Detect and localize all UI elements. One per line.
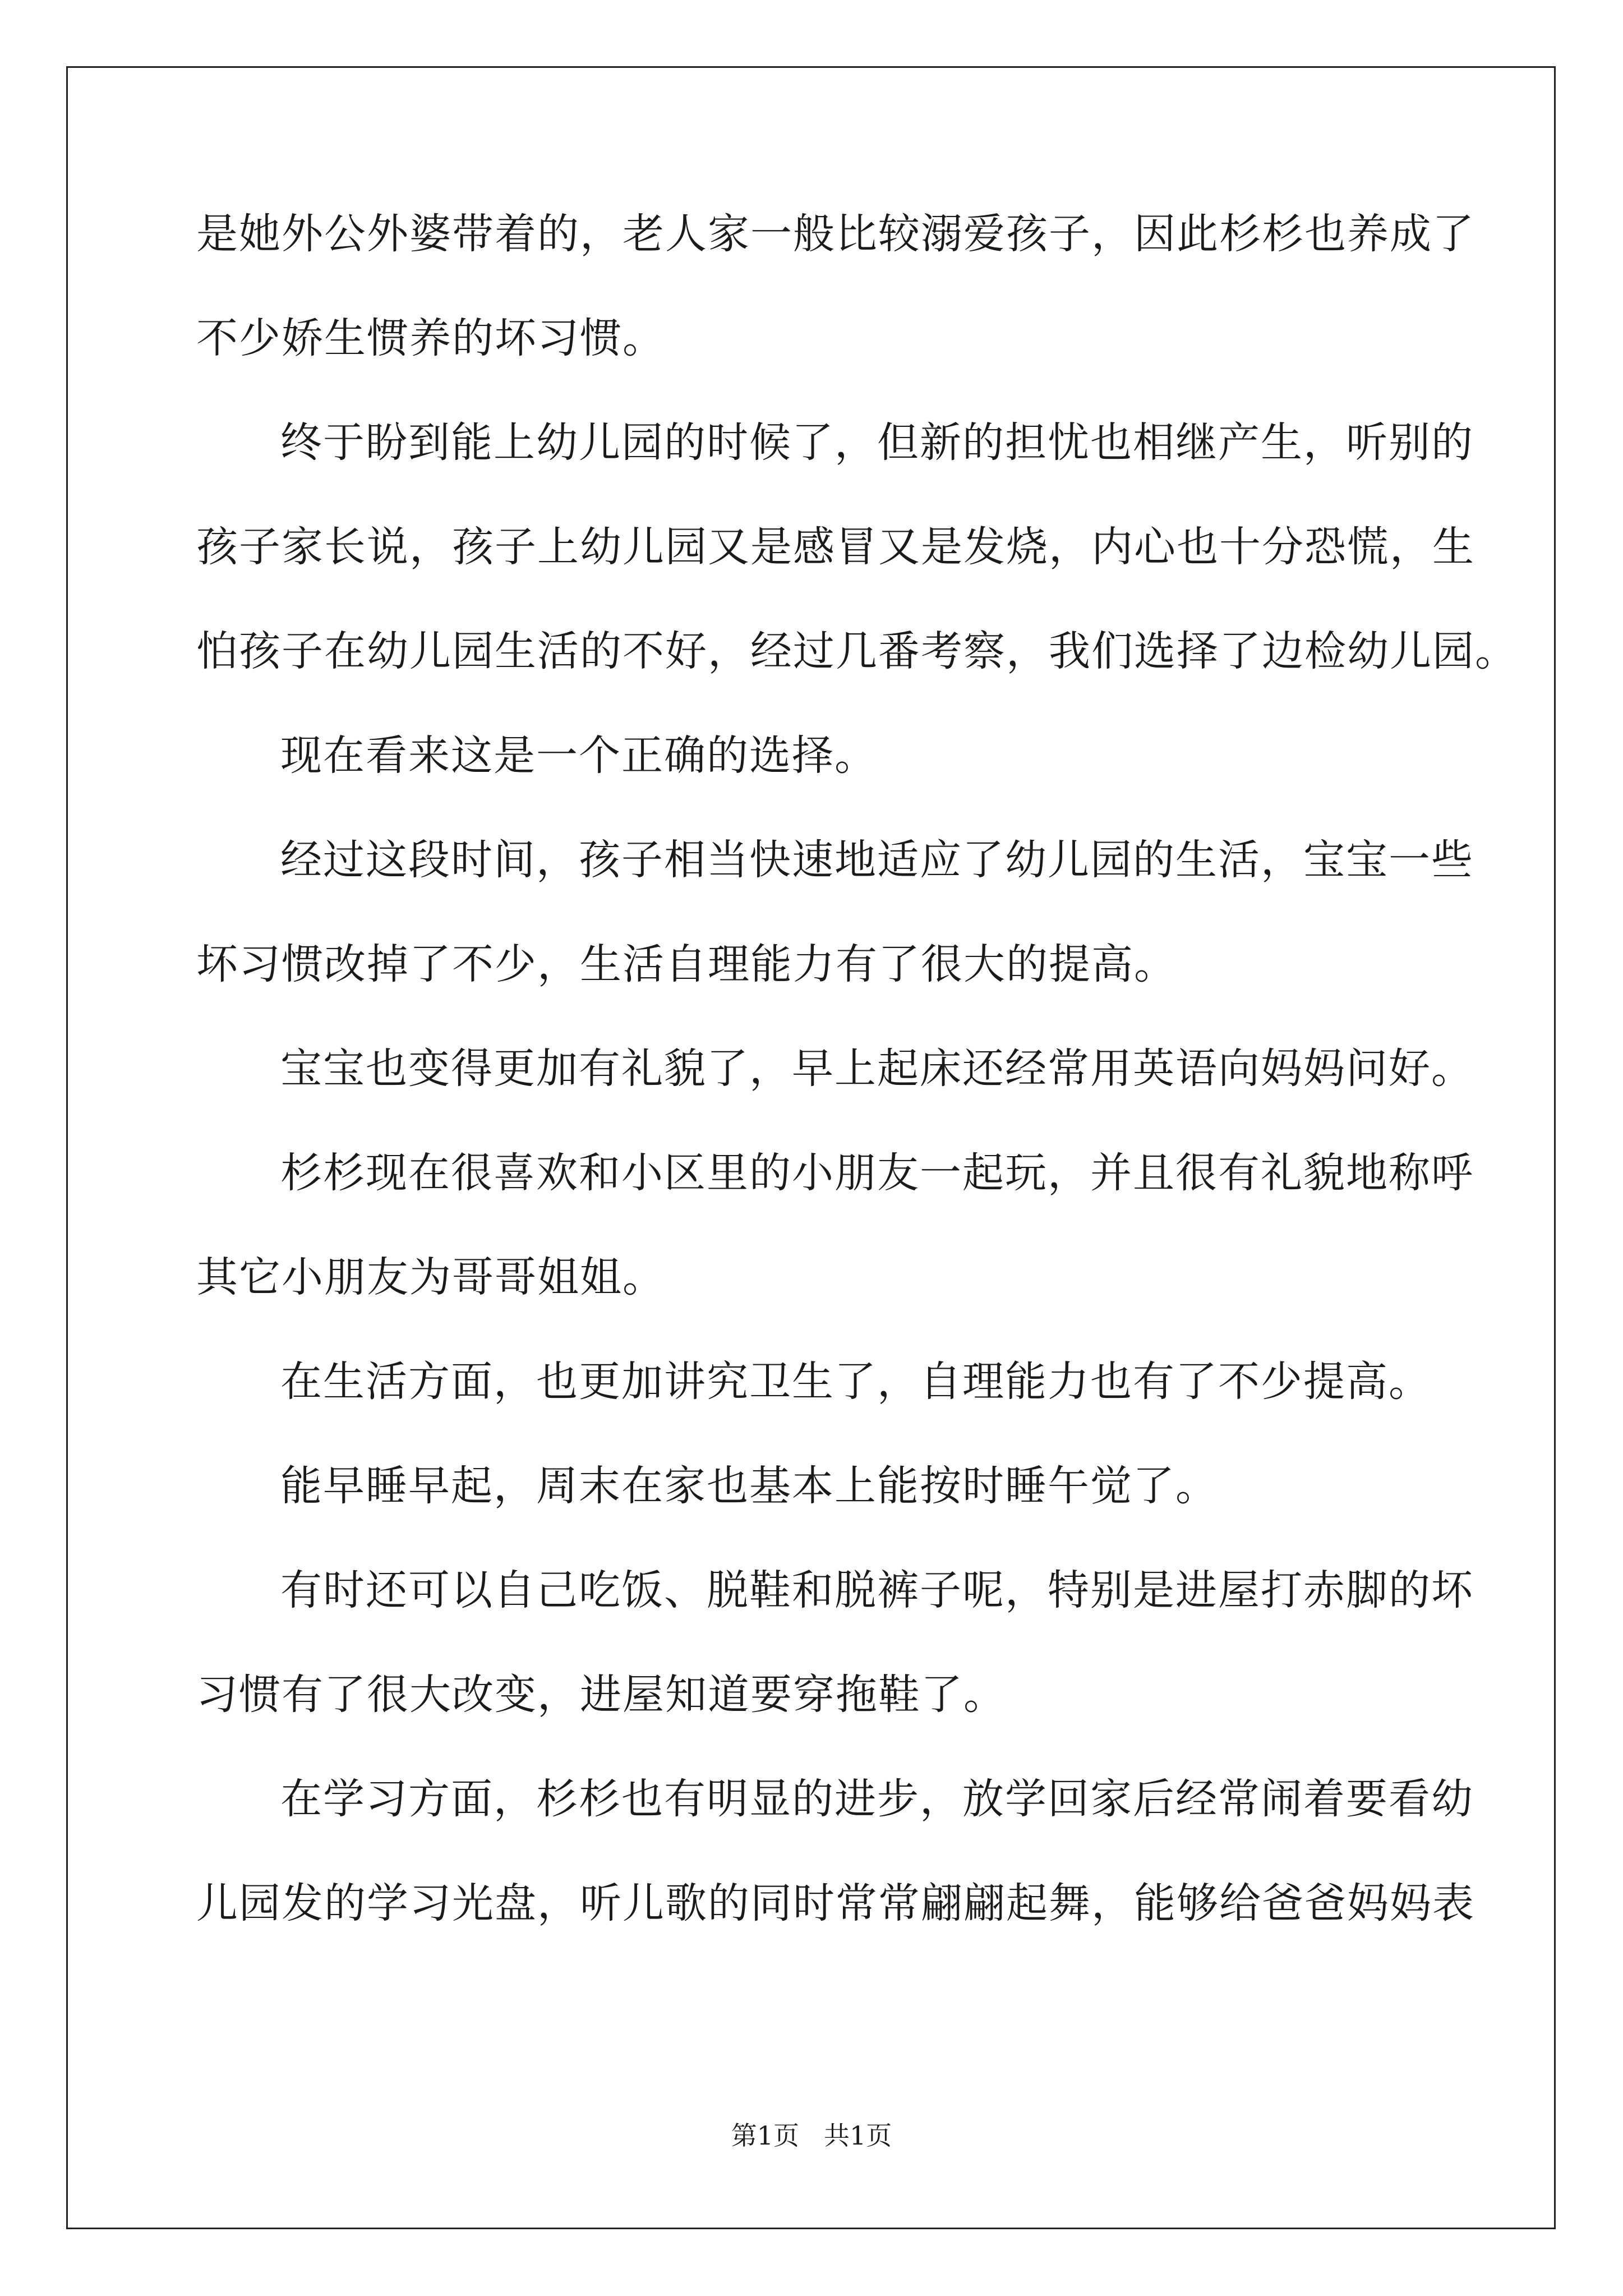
- text-line: 孩子家长说，孩子上幼儿园又是感冒又是发烧，内心也十分恐慌，生: [196, 523, 1475, 571]
- text-line: 终于盼到能上幼儿园的时候了，但新的担忧也相继产生，听别的: [280, 418, 1474, 467]
- paragraph: [196, 1566, 1474, 1719]
- text-line: 其它小朋友为哥哥姐姐。: [196, 1253, 665, 1301]
- text-line: 不少娇生惯养的坏习惯。: [196, 314, 665, 362]
- text-line: 儿园发的学习光盘，听儿歌的同时常常翩翩起舞，能够给爸爸妈妈表: [196, 1879, 1475, 1927]
- paragraph: [196, 1045, 1474, 1093]
- text-line: 现在看来这是一个正确的选择。: [280, 731, 877, 780]
- text-line: 怕孩子在幼儿园生活的不好，经过几番考察，我们选择了边检幼儿园。: [196, 627, 1518, 675]
- paragraph: [196, 836, 1474, 988]
- paragraph: [196, 1775, 1475, 1927]
- paragraph: [196, 418, 1518, 675]
- paragraph: [196, 1149, 1474, 1301]
- text-line: 经过这段时间，孩子相当快速地适应了幼儿园的生活，宝宝一些: [280, 836, 1474, 884]
- text-line: 在学习方面，杉杉也有明显的进步，放学回家后经常闹着要看幼: [280, 1775, 1474, 1823]
- page-number: 第1页: [731, 2120, 800, 2151]
- paragraph: [196, 210, 1475, 362]
- text-line: 坏习惯改掉了不少，生活自理能力有了很大的提高。: [196, 940, 1177, 988]
- text-line: 有时还可以自己吃饭、脱鞋和脱裤子呢，特别是进屋打赤脚的坏: [280, 1566, 1474, 1614]
- text-line: 杉杉现在很喜欢和小区里的小朋友一起玩，并且很有礼貌地称呼: [280, 1149, 1474, 1197]
- text-line: 是她外公外婆带着的，老人家一般比较溺爱孩子，因此杉杉也养成了: [196, 210, 1475, 258]
- text-line: 宝宝也变得更加有礼貌了，早上起床还经常用英语向妈妈问好。: [280, 1045, 1474, 1093]
- text-line: 在生活方面，也更加讲究卫生了，自理能力也有了不少提高。: [280, 1358, 1431, 1406]
- text-line: 习惯有了很大改变，进屋知道要穿拖鞋了。: [196, 1671, 1006, 1719]
- page-footer: [0, 2120, 1623, 2151]
- page-total: 共1页: [823, 2120, 892, 2151]
- paragraph: [196, 1462, 1430, 1510]
- paragraph: [196, 731, 1430, 780]
- text-line: 能早睡早起，周末在家也基本上能按时睡午觉了。: [280, 1462, 1218, 1510]
- document-body: [196, 210, 1518, 1927]
- paragraph: [196, 1358, 1431, 1406]
